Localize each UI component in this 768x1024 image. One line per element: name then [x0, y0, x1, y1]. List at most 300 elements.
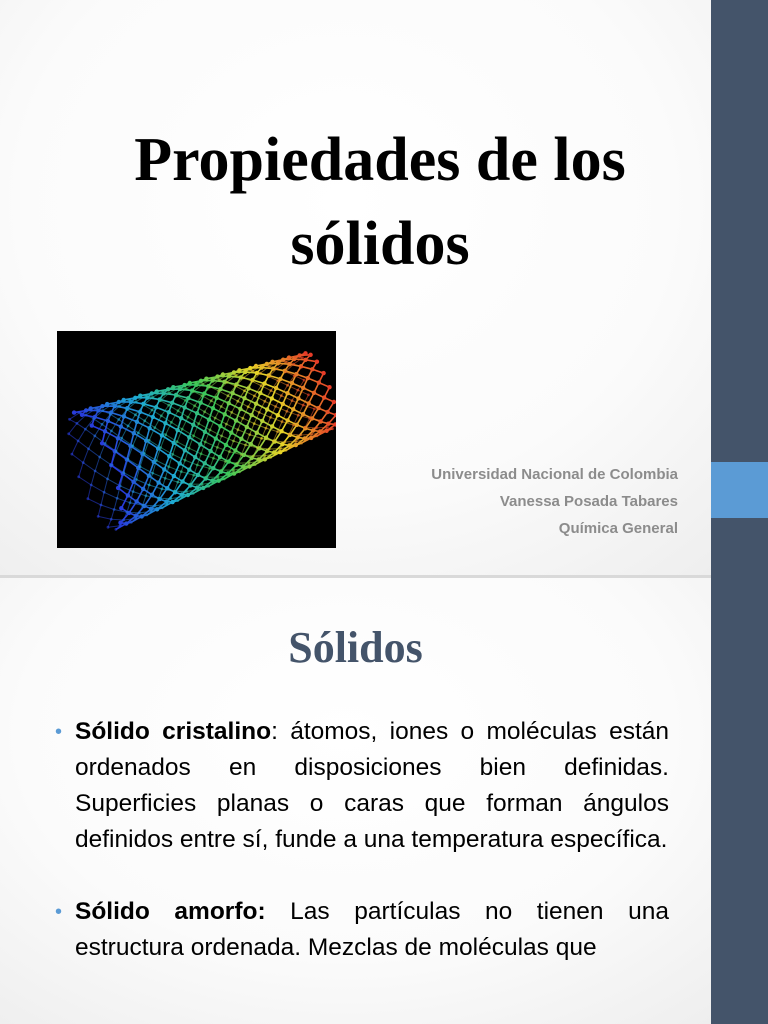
- lattice-atom: [119, 424, 123, 428]
- lattice-atom: [103, 429, 107, 433]
- lattice-atom: [258, 411, 261, 414]
- lattice-atom: [230, 391, 234, 395]
- lattice-atom: [165, 503, 168, 506]
- lattice-atom: [310, 433, 313, 436]
- lattice-atom: [240, 453, 243, 456]
- lattice-atom: [122, 519, 125, 522]
- lattice-atom: [214, 436, 218, 440]
- lattice-atom: [270, 360, 274, 364]
- lattice-atom: [215, 374, 219, 378]
- lattice-atom: [228, 450, 231, 453]
- lattice-atom: [191, 423, 195, 427]
- lattice-atom: [170, 500, 174, 504]
- lattice-bond: [72, 441, 78, 454]
- lattice-atom: [151, 472, 154, 475]
- lattice-atom: [104, 442, 107, 445]
- lattice-atom: [270, 424, 274, 428]
- lattice-atom: [253, 422, 256, 425]
- lattice-atom: [320, 419, 323, 422]
- lattice-atom: [100, 404, 104, 408]
- lattice-atom: [287, 362, 291, 366]
- lattice-atom: [106, 478, 109, 481]
- lattice-atom: [118, 405, 121, 408]
- lattice-atom: [279, 447, 282, 450]
- lattice-atom: [331, 427, 334, 430]
- lattice-atom: [134, 413, 137, 416]
- lattice-atom: [207, 417, 211, 421]
- lattice-atom: [255, 431, 259, 435]
- lattice-atom: [180, 470, 183, 473]
- lattice-atom: [200, 452, 203, 455]
- lattice-atom: [175, 428, 179, 432]
- lattice-atom: [93, 435, 96, 438]
- lattice-atom: [187, 435, 191, 439]
- lattice-atom: [292, 363, 295, 366]
- lattice-atom: [295, 440, 298, 443]
- lattice-atom: [197, 422, 200, 425]
- course-name: Química General: [558, 520, 678, 537]
- lattice-atom: [321, 371, 325, 375]
- lattice-bond: [89, 449, 100, 457]
- lattice-atom: [203, 461, 207, 465]
- lattice-atom: [138, 512, 141, 515]
- lattice-atom: [234, 418, 238, 422]
- lattice-atom: [212, 457, 215, 460]
- lattice-atom: [126, 493, 130, 497]
- lattice-atom: [141, 504, 144, 507]
- lattice-atom: [281, 402, 285, 406]
- lattice-atom: [167, 454, 171, 458]
- lattice-atom: [113, 508, 116, 511]
- lattice-atom: [145, 514, 148, 517]
- lattice-atom: [167, 404, 170, 407]
- lattice-atom: [166, 387, 170, 391]
- lattice-atom: [302, 404, 305, 407]
- lattice-atom: [227, 394, 230, 397]
- lattice-atom: [203, 410, 206, 413]
- lattice-atom: [327, 385, 331, 389]
- lattice-atom: [116, 497, 119, 500]
- lattice-atom: [155, 459, 158, 462]
- lattice-atom: [101, 409, 104, 412]
- lattice-atom: [262, 381, 266, 385]
- lattice-atom: [107, 526, 110, 529]
- lattice-atom: [324, 429, 328, 433]
- lattice-atom: [241, 417, 244, 420]
- lattice-atom: [187, 468, 191, 472]
- lattice-atom: [141, 487, 145, 491]
- lattice-atom: [164, 477, 167, 480]
- lattice-atom: [274, 405, 277, 408]
- lattice-atom: [276, 413, 280, 417]
- lattice-atom: [117, 400, 121, 404]
- lattice-atom: [249, 413, 253, 417]
- lattice-atom: [248, 366, 252, 370]
- author-name: Vanessa Posada Tabares: [499, 493, 678, 510]
- lattice-atom: [252, 455, 255, 458]
- lattice-atom: [156, 480, 160, 484]
- lattice-atom: [232, 469, 235, 472]
- lattice-atom: [259, 372, 262, 375]
- lattice-atom: [296, 396, 300, 400]
- lattice-bond: [101, 505, 114, 510]
- lattice-atom: [225, 423, 228, 426]
- bullet-text: : átomos, iones o moléculas están ordenados en disposiciones bien definidas. Superficies planas o caras que forman ángulos definidos entre sí, funde a una temperatura específica.: [75, 718, 669, 853]
- lattice-atom: [184, 459, 187, 462]
- lattice-bond: [169, 467, 182, 472]
- lattice-atom: [248, 433, 251, 436]
- lattice-atom: [87, 447, 90, 450]
- lattice-atom: [85, 414, 88, 417]
- lattice-atom: [261, 364, 264, 367]
- lattice-atom: [308, 353, 312, 357]
- lattice-atom: [259, 460, 262, 463]
- lattice-atom: [129, 501, 132, 504]
- lattice-atom: [137, 432, 140, 435]
- lattice-atom: [192, 474, 195, 477]
- lattice-atom: [155, 389, 159, 393]
- lattice-atom: [112, 403, 115, 406]
- lattice-atom: [248, 462, 251, 465]
- lattice-atom: [109, 413, 112, 416]
- lattice-atom: [209, 429, 212, 432]
- lattice-atom: [122, 471, 125, 474]
- lattice-atom: [176, 481, 179, 484]
- lattice-atom: [293, 374, 296, 377]
- lattice-atom: [95, 407, 98, 410]
- lattice-atom: [178, 386, 181, 389]
- lattice-atom: [321, 431, 324, 434]
- lattice-bond: [104, 479, 107, 492]
- lattice-atom: [147, 474, 151, 478]
- lattice-atom: [271, 366, 275, 370]
- lattice-atom: [117, 418, 120, 421]
- lattice-atom: [290, 445, 293, 448]
- lattice-atom: [122, 398, 126, 402]
- lattice-atom: [316, 406, 320, 410]
- lattice-bond: [105, 431, 118, 438]
- lattice-atom: [110, 430, 113, 433]
- lattice-bond: [72, 454, 83, 463]
- lattice-bond: [69, 434, 78, 441]
- lattice-atom: [143, 452, 146, 455]
- lattice-atom: [269, 456, 272, 459]
- lattice-atom: [249, 442, 253, 446]
- lattice-bond: [211, 401, 221, 407]
- lattice-atom: [144, 439, 148, 443]
- lattice-atom: [294, 356, 297, 359]
- lattice-bond: [210, 430, 222, 436]
- lattice-atom: [260, 437, 263, 440]
- lattice-atom: [313, 408, 316, 411]
- lattice-atom: [265, 427, 268, 430]
- lattice-bond: [153, 473, 166, 478]
- lattice-atom: [214, 417, 217, 420]
- lattice-atom: [186, 493, 190, 497]
- lattice-atom: [142, 404, 145, 407]
- lattice-bond: [205, 442, 217, 447]
- lattice-atom: [170, 401, 174, 405]
- lattice-bond: [88, 485, 91, 499]
- lattice-atom: [92, 417, 95, 420]
- lattice-atom: [220, 469, 223, 472]
- lattice-atom: [119, 506, 123, 510]
- lattice-atom: [217, 479, 221, 483]
- lattice-atom: [155, 507, 159, 511]
- lattice-atom: [224, 460, 227, 463]
- lattice-atom: [304, 426, 307, 429]
- lattice-atom: [251, 380, 254, 383]
- lattice-atom: [268, 365, 271, 368]
- lattice-bond: [298, 390, 309, 395]
- lattice-atom: [126, 408, 129, 411]
- lattice-atom: [220, 405, 223, 408]
- lattice-atom: [237, 368, 241, 372]
- lattice-atom: [154, 504, 157, 507]
- lattice-atom: [90, 484, 93, 487]
- lattice-atom: [176, 499, 179, 502]
- lattice-bond: [199, 412, 205, 424]
- lattice-bond: [77, 423, 86, 429]
- lattice-atom: [232, 471, 236, 475]
- bullet-icon: •: [55, 901, 63, 923]
- lattice-atom: [322, 395, 326, 399]
- lattice-atom: [201, 486, 205, 490]
- lattice-atom: [303, 379, 306, 382]
- lattice-atom: [205, 476, 208, 479]
- lattice-atom: [67, 432, 70, 435]
- lattice-bond: [316, 427, 327, 428]
- lattice-atom: [294, 443, 298, 447]
- lattice-atom: [82, 461, 85, 464]
- lattice-atom: [110, 518, 113, 521]
- lattice-atom: [285, 449, 288, 452]
- lattice-atom: [254, 402, 258, 406]
- lattice-atom: [90, 423, 94, 427]
- lattice-atom: [312, 391, 316, 395]
- lattice-atom: [127, 425, 130, 428]
- lattice-bond: [78, 441, 88, 449]
- lattice-atom: [150, 493, 154, 497]
- lattice-bond: [155, 416, 162, 428]
- lattice-atom: [332, 400, 336, 404]
- lattice-atom: [310, 367, 314, 371]
- lattice-atom: [276, 430, 279, 433]
- bullet-list: [52, 714, 669, 1002]
- lattice-atom: [170, 421, 173, 424]
- lattice-atom: [169, 497, 172, 500]
- lattice-atom: [278, 450, 282, 454]
- lattice-atom: [159, 446, 162, 449]
- lattice-atom: [126, 511, 129, 514]
- lattice-atom: [229, 431, 233, 435]
- lattice-atom: [305, 438, 308, 441]
- lattice-atom: [285, 410, 288, 413]
- lattice-atom: [167, 410, 171, 414]
- lattice-atom: [242, 396, 246, 400]
- lattice-atom: [251, 370, 254, 373]
- lattice-atom: [192, 434, 195, 437]
- lattice-atom: [178, 461, 182, 465]
- lattice-atom: [211, 406, 215, 410]
- lattice-atom: [177, 409, 180, 412]
- lattice-atom: [276, 367, 279, 370]
- lattice-atom: [270, 389, 273, 392]
- lattice-atom: [163, 421, 167, 425]
- lattice-atom: [244, 368, 247, 371]
- lattice-bond: [91, 485, 104, 492]
- lattice-atom: [180, 479, 184, 483]
- lattice-atom: [161, 488, 164, 491]
- lattice-atom: [193, 455, 197, 459]
- lattice-atom: [306, 376, 310, 380]
- lattice-atom: [148, 484, 151, 487]
- lattice-atom: [76, 422, 79, 425]
- lattice-atom: [162, 467, 166, 471]
- lattice-atom: [171, 453, 174, 456]
- lattice-atom: [254, 463, 257, 466]
- lattice-atom: [288, 433, 291, 436]
- lattice-atom: [195, 411, 199, 415]
- lattice-atom: [199, 401, 203, 405]
- lattice-atom: [201, 383, 204, 386]
- lattice-atom: [172, 441, 176, 445]
- lattice-bond: [111, 510, 114, 520]
- lattice-atom: [72, 410, 76, 414]
- lattice-atom: [140, 514, 144, 518]
- lattice-atom: [211, 377, 214, 380]
- lattice-atom: [130, 521, 133, 524]
- lattice-atom: [291, 399, 294, 402]
- lattice-atom: [264, 436, 268, 440]
- lattice-atom: [110, 464, 113, 467]
- lattice-atom: [210, 399, 213, 402]
- lattice-atom: [309, 436, 313, 440]
- lattice-atom: [201, 483, 204, 486]
- lattice-atom: [179, 416, 183, 420]
- lattice-atom: [186, 396, 190, 400]
- lattice-atom: [115, 528, 118, 531]
- lattice-atom: [276, 379, 279, 382]
- lattice-atom: [120, 437, 123, 440]
- lattice-atom: [274, 453, 277, 456]
- lattice-atom: [151, 415, 155, 419]
- lattice-atom: [151, 409, 154, 412]
- lattice-atom: [242, 376, 245, 379]
- lattice-atom: [181, 428, 184, 431]
- slide-heading: Sólidos: [288, 623, 423, 672]
- lattice-atom: [238, 407, 242, 411]
- lattice-atom: [263, 454, 266, 457]
- lattice-atom: [189, 483, 192, 486]
- lattice-atom: [283, 441, 286, 444]
- lattice-atom: [119, 485, 122, 488]
- lattice-atom: [157, 497, 160, 500]
- lattice-atom: [176, 440, 179, 443]
- lattice-atom: [131, 480, 135, 484]
- lattice-atom: [218, 378, 221, 381]
- lattice-atom: [221, 372, 225, 376]
- lattice-atom: [150, 510, 153, 513]
- lattice-atom: [208, 467, 211, 470]
- lattice-atom: [84, 408, 88, 412]
- lattice-atom: [192, 390, 195, 393]
- lattice-atom: [101, 423, 104, 426]
- lattice-atom: [281, 420, 284, 423]
- lattice-atom: [161, 506, 164, 509]
- lattice-atom: [216, 446, 219, 449]
- lattice-bond: [88, 499, 101, 505]
- lattice-bond: [98, 505, 101, 516]
- lattice-atom: [223, 412, 227, 416]
- lattice-atom: [192, 492, 195, 495]
- lattice-atom: [258, 391, 262, 395]
- bullet-amorphous: [52, 894, 669, 966]
- lattice-atom: [153, 426, 156, 429]
- lattice-atom: [197, 488, 200, 491]
- lattice-atom: [311, 428, 315, 432]
- lattice-bond: [104, 492, 117, 498]
- lattice-bond: [79, 463, 84, 477]
- lattice-atom: [94, 470, 97, 473]
- lattice-bond: [229, 441, 233, 452]
- lattice-atom: [218, 424, 222, 428]
- lattice-atom: [296, 435, 300, 439]
- lattice-atom: [151, 396, 154, 399]
- lattice-atom: [256, 446, 259, 449]
- lattice-atom: [223, 478, 226, 481]
- lattice-atom: [173, 490, 176, 493]
- lattice-atom: [198, 442, 202, 446]
- lattice-atom: [119, 524, 122, 527]
- lattice-atom: [182, 383, 186, 387]
- lattice-bond: [69, 423, 77, 433]
- lattice-atom: [84, 428, 87, 431]
- lattice-bond: [114, 498, 117, 509]
- bullet-text: Las partículas no tienen una estructura ordenada. Mezclas de moléculas que: [75, 898, 669, 961]
- lattice-bond: [98, 516, 111, 519]
- lattice-atom: [232, 440, 235, 443]
- lattice-atom: [148, 439, 151, 442]
- lattice-atom: [122, 414, 126, 418]
- lattice-atom: [116, 436, 120, 440]
- lattice-atom: [145, 494, 148, 497]
- lattice-atom: [135, 420, 139, 424]
- lattice-atom: [286, 384, 289, 387]
- lattice-atom: [212, 481, 215, 484]
- sidebar-accent: [711, 462, 768, 518]
- lattice-atom: [214, 396, 218, 400]
- lattice-atom: [226, 381, 229, 384]
- lattice-atom: [201, 394, 204, 397]
- lattice-atom: [234, 385, 237, 388]
- lattice-atom: [150, 391, 154, 395]
- lattice-atom: [224, 443, 228, 447]
- lattice-atom: [247, 464, 251, 468]
- lattice-atom: [204, 441, 207, 444]
- lattice-atom: [290, 381, 294, 385]
- lattice-atom: [100, 441, 104, 445]
- lattice-atom: [196, 473, 200, 477]
- lattice-atom: [247, 405, 250, 408]
- lattice-atom: [244, 444, 247, 447]
- lattice-atom: [171, 385, 175, 389]
- lattice-atom: [185, 490, 188, 493]
- lattice-atom: [133, 396, 137, 400]
- lattice-atom: [272, 440, 275, 443]
- lattice-atom: [183, 405, 187, 409]
- lattice-atom: [239, 437, 243, 441]
